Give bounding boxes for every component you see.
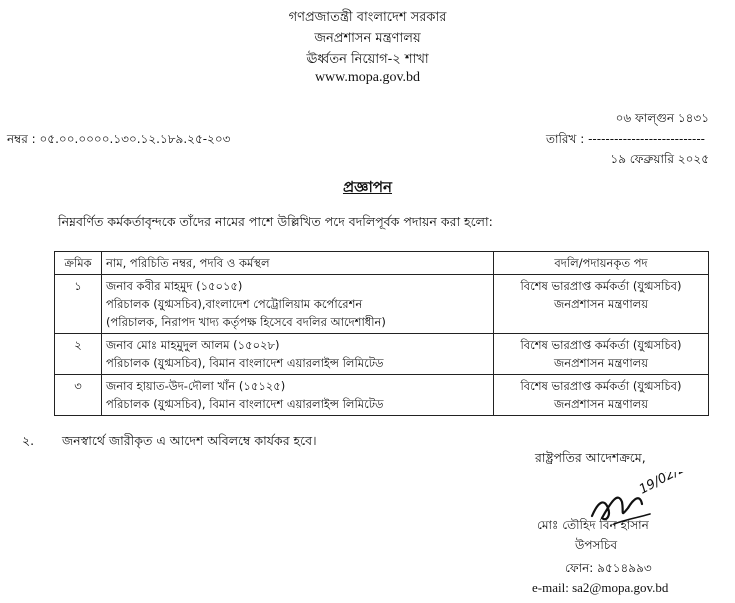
row-details — [102, 334, 494, 375]
row-details — [102, 275, 494, 334]
new-post-title: বিশেষ ভারপ্রাপ্ত কর্মকর্তা (যুগ্মসচিব) — [520, 279, 682, 293]
officer-current-post: পরিচালক (যুগ্মসচিব),বাংলাদেশ পেট্রোলিয়াম কর্পোরেশন — [106, 297, 363, 311]
table-row — [55, 375, 709, 416]
officer-note: (পরিচালক, নিরাপদ খাদ্য কর্তৃপক্ষ হিসেবে বদলির আদেশাধীন) — [106, 315, 386, 329]
paragraph-number: ২. — [22, 433, 35, 448]
officer-name: জনাব মোঃ মাহমুদুল আলম (১৫০২৮) — [106, 338, 280, 352]
memo-number: নম্বর : ০৫.০০.০০০০.১৩০.১২.১৮৯.২৫-২০৩ — [7, 132, 231, 146]
date-label: তারিখ : --------------------------- — [546, 132, 705, 146]
date-gregorian: ১৯ ফেব্রুয়ারি ২০২৫ — [610, 152, 709, 166]
new-post-title: বিশেষ ভারপ্রাপ্ত কর্মকর্তা (যুগ্মসচিব) — [520, 379, 682, 393]
table-header-row — [55, 252, 709, 275]
row-new-post — [494, 375, 709, 416]
row-details — [102, 375, 494, 416]
date-bangla: ০৬ ফাল্গুন ১৪৩১ — [615, 111, 709, 125]
page-title: প্রজ্ঞাপন — [342, 178, 393, 196]
header-post: বদলি/পদায়নকৃত পদ — [494, 252, 709, 275]
branch-name: ঊর্ধ্বতন নিয়োগ-২ শাখা — [306, 52, 429, 67]
email-address[interactable]: e-mail: sa2@mopa.gov.bd — [532, 580, 669, 595]
table-row — [55, 334, 709, 375]
new-post-ministry: জনপ্রশাসন মন্ত্রণালয় — [554, 356, 648, 370]
transfer-table — [54, 251, 709, 416]
officer-name: জনাব কবীর মাহমুদ (১৫০১৫) — [106, 279, 243, 293]
row-new-post — [494, 334, 709, 375]
signature-date: 19/02/25 — [636, 472, 694, 498]
officer-current-post: পরিচালক (যুগ্মসচিব), বিমান বাংলাদেশ এয়ারলাইন্স লিমিটেড — [106, 356, 384, 370]
website-link[interactable]: www.mopa.gov.bd — [314, 70, 421, 85]
paragraph-text: জনস্বার্থে জারীকৃত এ আদেশ অবিলম্বে কার্যকর হবে। — [62, 433, 317, 448]
order-line: রাষ্ট্রপতির আদেশক্রমে, — [535, 450, 646, 465]
new-post-ministry: জনপ্রশাসন মন্ত্রণালয় — [554, 397, 648, 411]
row-new-post — [494, 275, 709, 334]
intro-text: নিম্নবর্ণিত কর্মকর্তাবৃন্দকে তাঁদের নামের পাশে উল্লিখিত পদে বদলিপূর্বক পদায়ন করা হলো: — [58, 214, 493, 229]
row-serial: ১ — [55, 275, 102, 334]
ministry-name: জনপ্রশাসন মন্ত্রণালয় — [314, 31, 421, 46]
officer-current-post: পরিচালক (যুগ্মসচিব), বিমান বাংলাদেশ এয়ারলাইন্স লিমিটেড — [106, 397, 384, 411]
officer-name: জনাব হায়াত-উদ-দৌলা খাঁন (১৫১২৫) — [106, 379, 286, 393]
phone-number: ফোন: ৯৫১৪৯৯৩ — [565, 561, 652, 575]
row-serial: ৩ — [55, 375, 102, 416]
signatory-name: মোঃ তৌহিদ বিন হাসান — [537, 518, 649, 532]
govt-name: গণপ্রজাতন্ত্রী বাংলাদেশ সরকার — [288, 10, 447, 25]
header-name: নাম, পরিচিতি নম্বর, পদবি ও কর্মস্থল — [102, 252, 494, 275]
new-post-ministry: জনপ্রশাসন মন্ত্রণালয় — [554, 297, 648, 311]
table-row — [55, 275, 709, 334]
header-serial: ক্রমিক — [55, 252, 102, 275]
signatory-designation: উপসচিব — [575, 538, 618, 552]
row-serial: ২ — [55, 334, 102, 375]
new-post-title: বিশেষ ভারপ্রাপ্ত কর্মকর্তা (যুগ্মসচিব) — [520, 338, 682, 352]
